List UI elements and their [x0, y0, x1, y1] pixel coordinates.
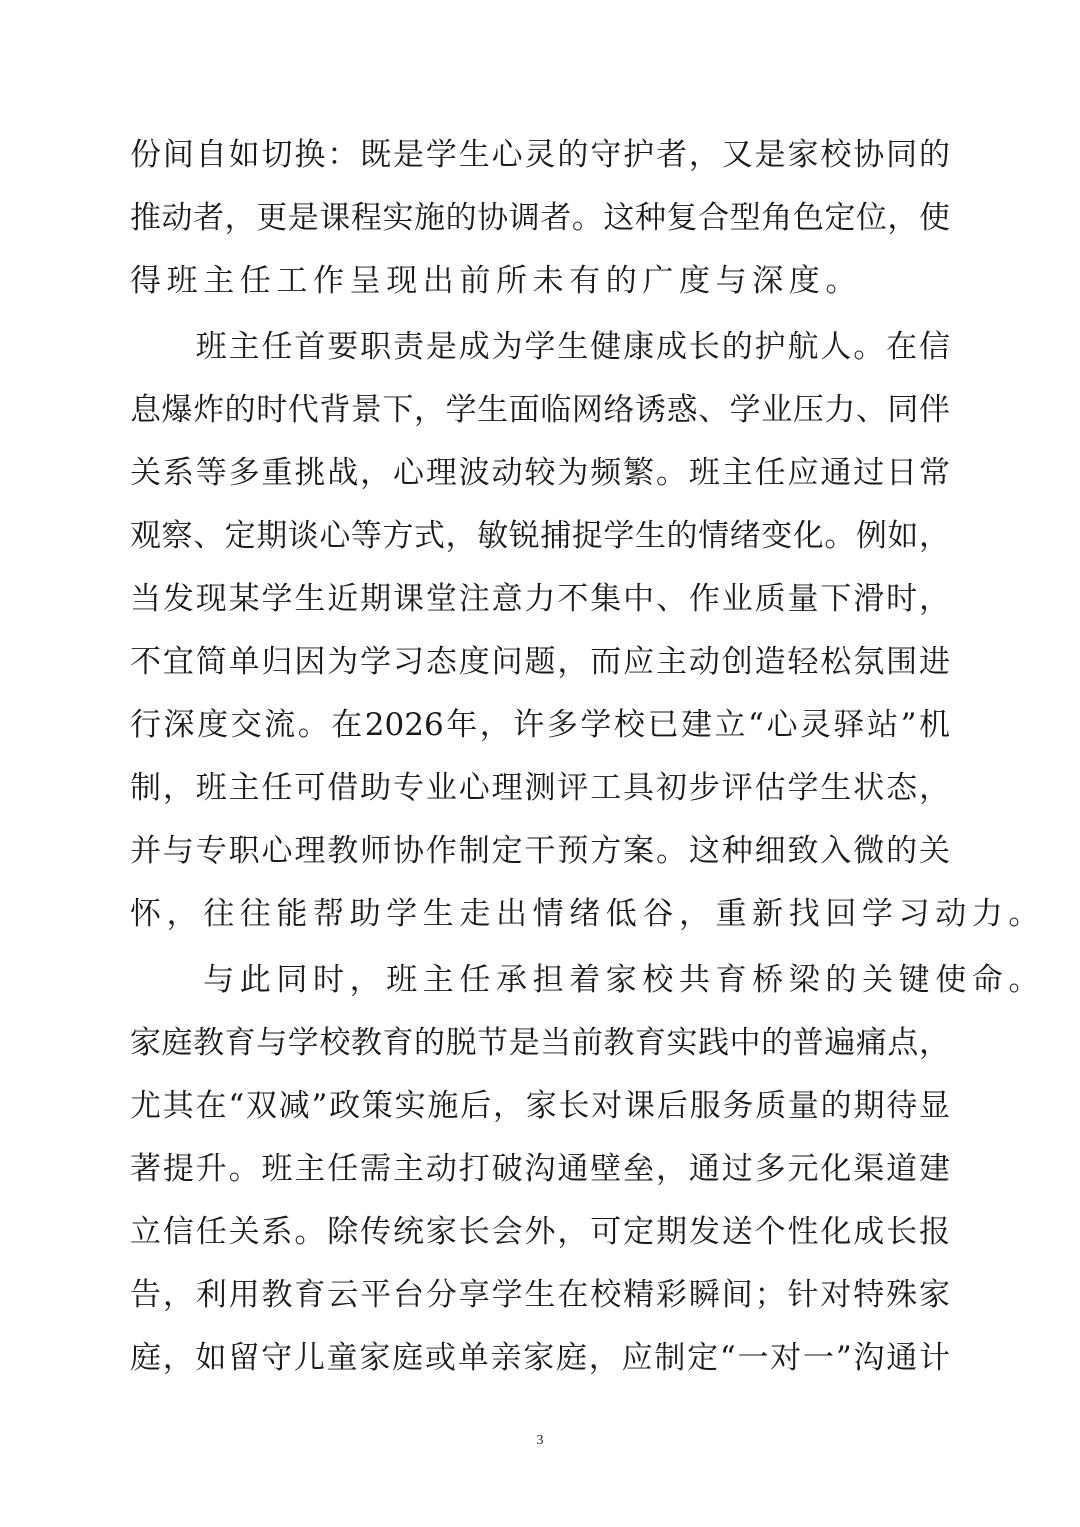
text-line: 当发现某学生近期课堂注意力不集中、作业质量下滑时，: [130, 581, 950, 617]
page-number: 3: [536, 1433, 544, 1448]
text-line: 班主任首要职责是成为学生健康成长的护航人。在信: [130, 329, 950, 365]
body-text: [130, 127, 1045, 1393]
text-line: 不宜简单归因为学习态度问题，而应主动创造轻松氛围进: [130, 644, 950, 680]
text-line: 立信任关系。除传统家长会外，可定期发送个性化成长报: [130, 1214, 950, 1250]
text-line: 行深度交流。在2026年，许多学校已建立“心灵驿站”机: [130, 707, 950, 743]
text-line: 怀，往往能帮助学生走出情绪低谷，重新找回学习动力。: [130, 896, 1045, 932]
text-line: 家庭教育与学校教育的脱节是当前教育实践中的普遍痛点，: [130, 1025, 950, 1061]
text-line: 并与专职心理教师协作制定干预方案。这种细致入微的关: [130, 833, 950, 869]
text-line: 推动者，更是课程实施的协调者。这种复合型角色定位，使: [130, 200, 950, 236]
text-line: 告，利用教育云平台分享学生在校精彩瞬间；针对特殊家: [130, 1277, 950, 1313]
text-line: 尤其在“双减”政策实施后，家长对课后服务质量的期待显: [130, 1088, 950, 1124]
text-line: 著提升。班主任需主动打破沟通壁垒，通过多元化渠道建: [130, 1151, 950, 1187]
text-line: 关系等多重挑战，心理波动较为频繁。班主任应通过日常: [130, 455, 950, 491]
text-line: 庭，如留守儿童家庭或单亲家庭，应制定“一对一”沟通计: [130, 1340, 950, 1376]
text-line: 与此同时，班主任承担着家校共育桥梁的关键使命。: [130, 962, 1045, 998]
text-line: 得班主任工作呈现出前所未有的广度与深度。: [130, 263, 862, 299]
text-line: 观察、定期谈心等方式，敏锐捕捉学生的情绪变化。例如，: [130, 518, 950, 554]
text-line: 份间自如切换：既是学生心灵的守护者，又是家校协同的: [130, 137, 950, 173]
text-line: 息爆炸的时代背景下，学生面临网络诱惑、学业压力、同伴: [130, 392, 950, 428]
text-line: 制，班主任可借助专业心理测评工具初步评估学生状态，: [130, 770, 950, 806]
